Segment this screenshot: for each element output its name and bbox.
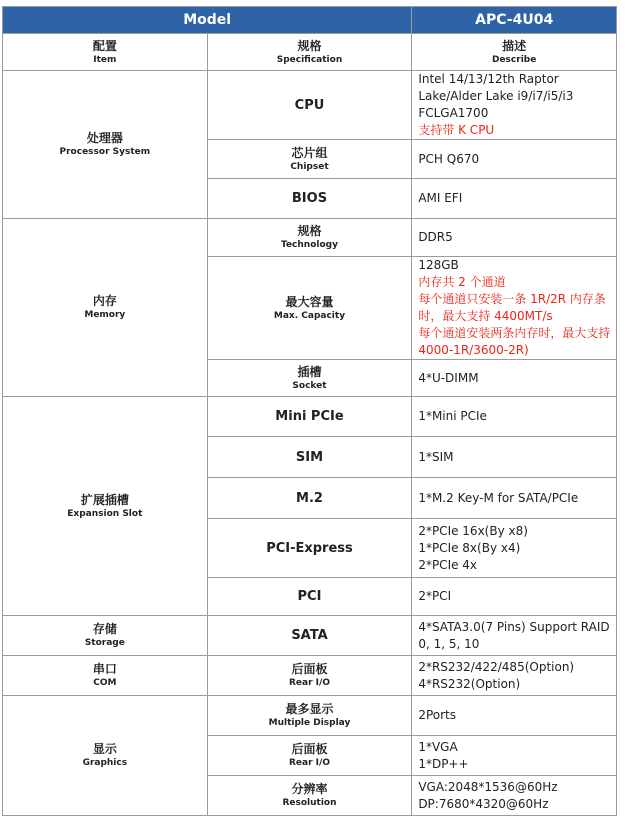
spec-cpu: CPU: [207, 71, 412, 140]
spec-multi-display: 最多显示 Multiple Display: [207, 696, 412, 736]
spec-chipset: 芯片组 Chipset: [207, 140, 412, 179]
spec-graphics-rear: 后面板 Rear I/O: [207, 736, 412, 776]
spec-technology: 规格 Technology: [207, 219, 412, 257]
table-row: [3, 397, 617, 437]
column-spec: 规格 Specification: [207, 34, 412, 71]
value-capacity: 128GB 内存共 2 个通道 每个通道只安装一条 1R/2R 内存条时，最大支持 4400MT/s 每个通道安装两条内存时，最大支持 4000-1R/3600-2R): [412, 257, 617, 360]
group-memory: 内存 Memory: [3, 219, 208, 397]
table-row: [3, 616, 617, 656]
spec-capacity: 最大容量 Max. Capacity: [207, 257, 412, 360]
value-sata: 4*SATA3.0(7 Pins) Support RAID 0, 1, 5, 10: [412, 616, 617, 656]
value-sim: 1*SIM: [412, 437, 617, 478]
spec-bios: BIOS: [207, 179, 412, 219]
value-chipset: PCH Q670: [412, 140, 617, 179]
value-pci: 2*PCI: [412, 578, 617, 616]
group-graphics: 显示 Graphics: [3, 696, 208, 816]
spec-sim: SIM: [207, 437, 412, 478]
group-processor: 处理器 Processor System: [3, 71, 208, 219]
group-storage: 存储 Storage: [3, 616, 208, 656]
spec-pcie: PCI-Express: [207, 519, 412, 578]
value-technology: DDR5: [412, 219, 617, 257]
value-cpu: Intel 14/13/12th Raptor Lake/Alder Lake i9/i7/i5/i3 FCLGA1700 支持带 K CPU: [412, 71, 617, 140]
value-bios: AMI EFI: [412, 179, 617, 219]
spec-com-rear: 后面板 Rear I/O: [207, 656, 412, 696]
group-expansion: 扩展插槽 Expansion Slot: [3, 397, 208, 616]
value-minipcie: 1*Mini PCIe: [412, 397, 617, 437]
value-resolution: VGA:2048*1536@60Hz DP:7680*4320@60Hz: [412, 776, 617, 816]
model-label: Model: [3, 7, 412, 34]
value-com-rear: 2*RS232/422/485(Option) 4*RS232(Option): [412, 656, 617, 696]
column-desc: 描述 Describe: [412, 34, 617, 71]
value-pcie: 2*PCIe 16x(By x8) 1*PCIe 8x(By x4) 2*PCIe 4x: [412, 519, 617, 578]
table-row: [3, 696, 617, 736]
value-graphics-rear: 1*VGA 1*DP++: [412, 736, 617, 776]
model-value: APC-4U04: [412, 7, 617, 34]
table-row: [3, 71, 617, 140]
value-multi-display: 2Ports: [412, 696, 617, 736]
table-row: [3, 219, 617, 257]
group-com: 串口 COM: [3, 656, 208, 696]
value-socket: 4*U-DIMM: [412, 360, 617, 397]
value-m2: 1*M.2 Key-M for SATA/PCIe: [412, 478, 617, 519]
spec-socket: 插槽 Socket: [207, 360, 412, 397]
spec-minipcie: Mini PCIe: [207, 397, 412, 437]
column-header-row: [3, 34, 617, 71]
spec-table: [2, 6, 617, 816]
spec-sata: SATA: [207, 616, 412, 656]
spec-pci: PCI: [207, 578, 412, 616]
table-row: [3, 656, 617, 696]
column-config: 配置 Item: [3, 34, 208, 71]
spec-resolution: 分辨率 Resolution: [207, 776, 412, 816]
spec-m2: M.2: [207, 478, 412, 519]
table-header-row: [3, 7, 617, 34]
